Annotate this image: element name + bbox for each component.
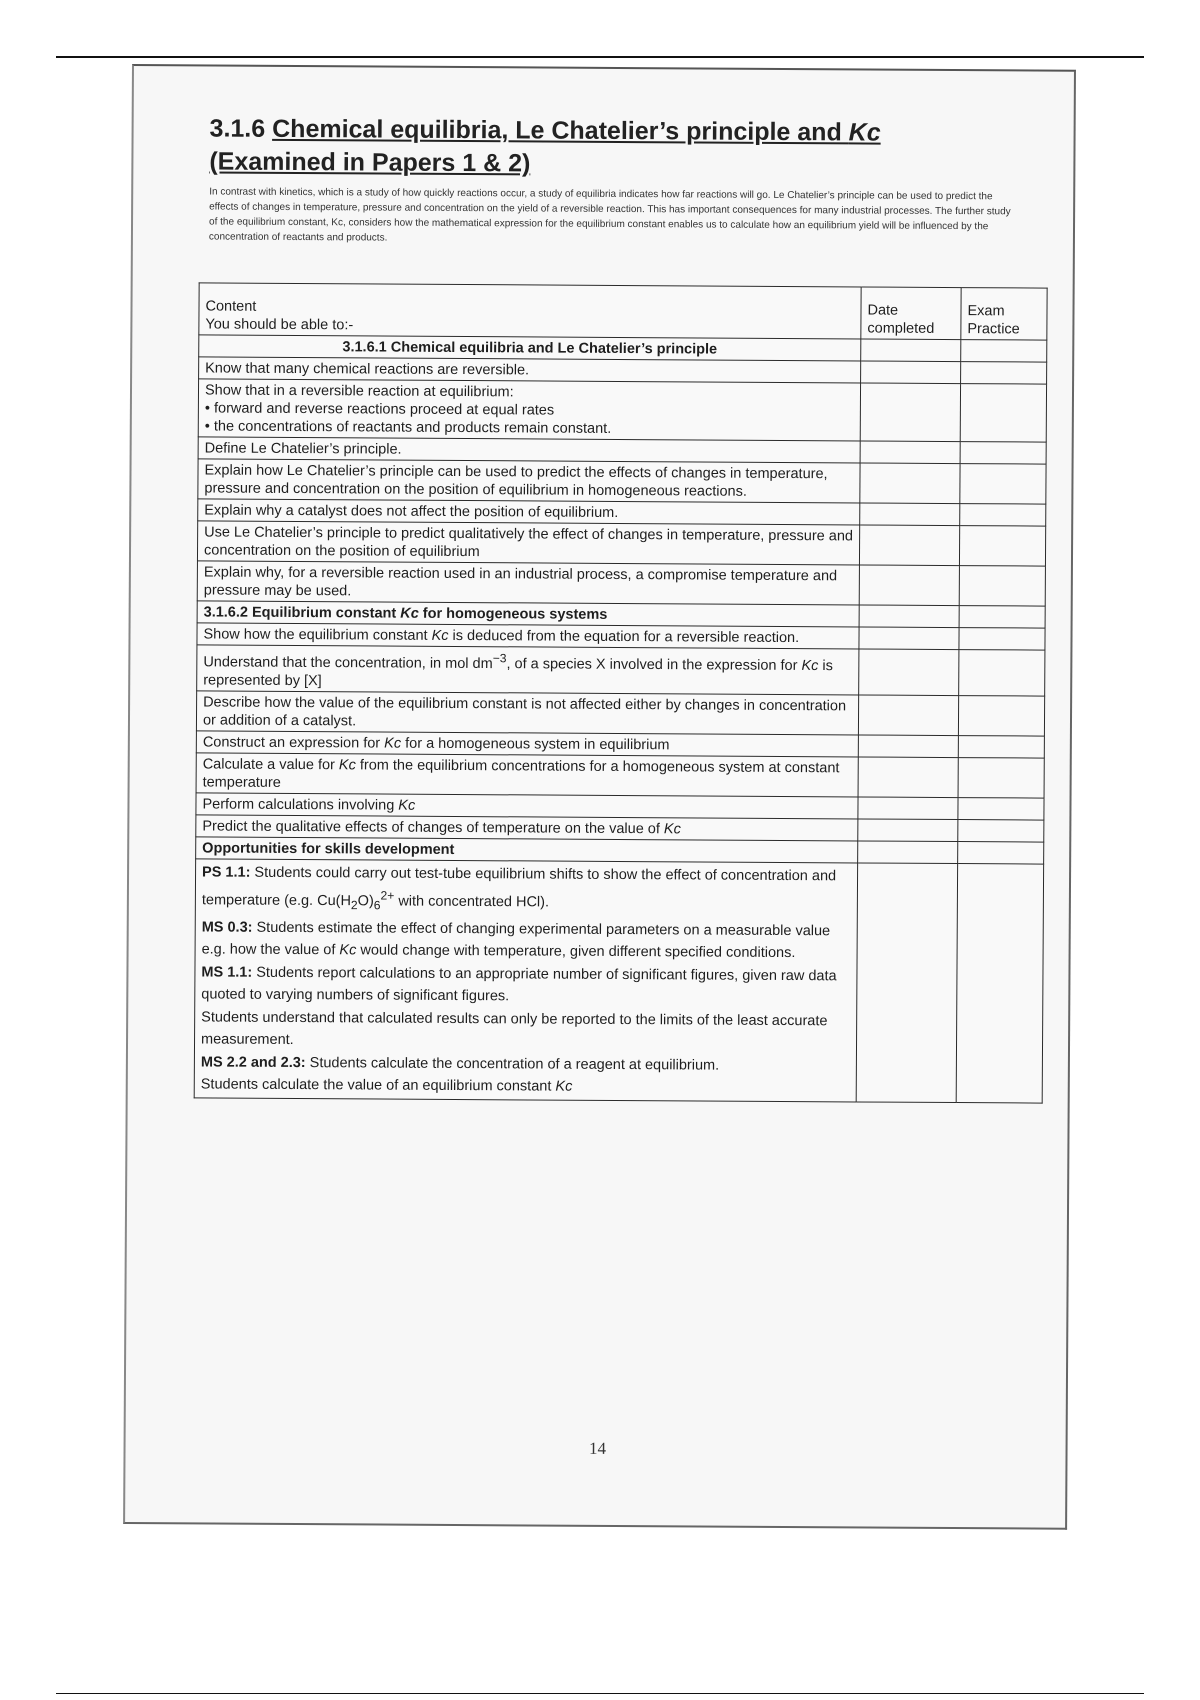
objective-post: for a homogeneous system in equilibrium [401,735,670,754]
skill-ms11 [201,961,850,1010]
objective-pre: Predict the qualitative effects of changes of temperature on the value of [202,818,664,838]
date-cell[interactable] [859,565,959,606]
superscript: −3 [492,651,507,666]
date-cell[interactable] [859,649,959,695]
date-cell[interactable] [861,361,961,384]
objective-text: Explain why a catalyst does not affect the position of equilibrium. [198,499,860,525]
skill-text: Students could carry out test-tube equilibrium shifts to show the effect of concentration and temperature (e.g. Cu(H [201,864,837,910]
exam-cell[interactable] [958,819,1044,842]
skill-text: with concentrated HCl). [394,893,550,911]
objective-bullet: • forward and reverse reactions proceed at equal rates [204,400,555,419]
header-content-cell [199,283,861,339]
objective-mid: , of a species X involved in the expression for [506,656,802,674]
date-cell[interactable] [860,503,960,526]
objective-text [197,645,859,695]
title-kc: Kc [848,118,881,147]
table-row [198,459,1046,504]
objective-post: is represented by [X] [203,658,833,689]
skill-text: Students calculate the value of an equilibrium constant [200,1076,556,1095]
skills-row [194,859,1043,1103]
skill-label: MS 2.2 and 2.3: [200,1053,306,1071]
table-row [196,691,1044,736]
objective-pre: Perform calculations involving [202,796,399,814]
exam-cell[interactable] [961,362,1047,385]
exam-cell[interactable] [958,757,1044,798]
kc-symbol: Kc [338,757,356,774]
table-row [198,379,1046,442]
exam-cell[interactable] [958,797,1044,820]
section-kc-symbol: Kc [400,605,419,622]
date-cell[interactable] [858,757,958,798]
objective-post: is deduced from the equation for a reversible reaction. [448,627,800,647]
date-cell[interactable] [860,383,960,442]
exam-cell[interactable] [958,735,1044,758]
skill-text: Students understand that calculated results can only be reported to the limits of the least accurate measurement. [200,1008,828,1049]
header-exam-cell [961,288,1047,341]
intro-paragraph: In contrast with kinetics, which is a study of how quickly reactions occur, a study of equilibria indicates how far reactions will go. Le Chatelier’s principle can be used to predict the effects of changes in temperature, pressure and concentration on the yield of a reversible reaction. This has important consequences for many industrial processes. The further study of the equilibrium constant, Kc, considers how the mathematical expression for the equilibrium constant enables us to calculate how an equilibrium yield will be influenced by the concentration of reactants and products. [208,186,1011,244]
exam-cell[interactable] [959,628,1045,651]
scanned-page [123,64,1076,1530]
subscript: 2 [350,898,358,913]
kc-symbol: Kc [384,735,402,752]
exam-cell[interactable] [959,566,1045,607]
spec-checklist-table [194,282,1048,1103]
title-line2: (Examined in Papers 1 & 2) [209,147,531,178]
objective-text: Use Le Chatelier’s principle to predict qualitatively the effect of changes in temperature, pressure and concentration on the position of equilibrium [197,521,859,565]
date-cell[interactable] [858,735,958,758]
date-cell[interactable] [858,797,958,820]
exam-cell[interactable] [958,841,1044,864]
objective-pre: Calculate a value for [202,756,339,774]
skill-label: PS 1.1: [202,864,251,881]
date-cell[interactable] [860,441,960,464]
skill-text: O) [357,893,374,910]
date-cell[interactable] [860,463,960,504]
date-cell[interactable] [856,863,957,1102]
table-row [197,645,1045,696]
date-cell[interactable] [858,695,958,736]
exam-cell[interactable] [960,504,1046,527]
exam-cell[interactable] [958,695,1044,736]
exam-cell[interactable] [960,464,1046,505]
skills-text [194,859,857,1102]
objective-text [196,753,858,797]
skill-ms22-line2 [201,1073,850,1099]
header-content: Content [205,298,257,315]
skill-label: MS 1.1: [201,963,253,981]
exam-cell[interactable] [960,384,1046,443]
objective-line: Show that in a reversible reaction at equilibrium: [204,382,514,401]
top-rule [56,56,1144,58]
superscript: 2+ [380,888,395,903]
title-line1-text: Chemical equilibria, Le Chatelier’s principle and [272,114,849,147]
kc-symbol: Kc [555,1078,573,1095]
header-able: You should be able to:- [205,316,354,334]
section-kc-pre: 3.1.6.2 Equilibrium constant [203,604,401,622]
kc-symbol: Kc [398,797,416,814]
subscript: 6 [373,898,381,913]
date-cell[interactable] [858,819,958,842]
objective-text: Explain how Le Chatelier’s principle can be used to predict the effects of changes in temperature, pressure and concentration on the position of equilibrium in homogeneous reactions. [198,459,860,503]
objective-pre: Construct an expression for [202,734,385,752]
header-date: Date [867,302,899,319]
exam-cell[interactable] [956,863,1043,1102]
skill-text: Students report calculations to an appropriate number of significant figures, given raw data quoted to varying numbers of significant figures. [201,964,837,1005]
objective-text [198,379,860,441]
kc-symbol: Kc [431,627,449,644]
section-kc-post: for homogeneous systems [418,605,608,623]
objective-text: Describe how the value of the equilibrium constant is not affected either by changes in concentration or addition of a catalyst. [196,691,858,735]
kc-symbol: Kc [339,942,357,959]
skill-label: MS 0.3: [201,918,253,936]
header-date-cell [861,287,961,340]
section-heading-skills: Opportunities for skills development [196,837,858,863]
kc-symbol: Kc [663,821,681,838]
title-number: 3.1.6 [209,114,273,143]
table-row [196,753,1044,798]
skill-ms03 [202,916,851,965]
date-cell[interactable] [861,339,961,362]
objective-bullet: • the concentrations of reactants and products remain constant. [204,418,612,437]
header-completed: completed [867,320,935,337]
exam-cell[interactable] [959,650,1045,696]
exam-cell[interactable] [959,606,1045,629]
kc-symbol: Kc [801,657,819,675]
skill-text: Students estimate the effect of changing experimental parameters on a measurable value e.g. how the value of [201,919,831,959]
page-title [209,112,1029,183]
bottom-rule [56,1693,1144,1694]
table-row [197,561,1045,606]
objective-pre: Show how the equilibrium constant [203,626,432,644]
page-number: 14 [588,1438,607,1458]
objective-text: Know that many chemical reactions are reversible. [199,357,861,383]
date-cell[interactable] [859,627,959,650]
table-header-row [199,283,1047,340]
exam-cell[interactable] [959,526,1045,567]
exam-cell[interactable] [960,442,1046,465]
header-practice: Practice [967,321,1020,338]
objective-post: from the equilibrium concentrations for a homogeneous system at constant temperature [202,757,840,791]
skill-ps11 [202,861,851,920]
exam-cell[interactable] [961,340,1047,363]
objective-pre: Understand that the concentration, in mol dm [203,654,493,673]
date-cell[interactable] [859,525,959,566]
title-line1 [272,115,881,147]
section-heading-equilibria: 3.1.6.1 Chemical equilibria and Le Chatelier’s principle [199,335,861,361]
table-row [197,521,1045,566]
objective-text: Define Le Chatelier’s principle. [198,437,860,463]
header-exam: Exam [967,303,1005,320]
skill-text: Students calculate the concentration of a reagent at equilibrium. [305,1054,720,1074]
date-cell[interactable] [858,841,958,864]
skill-text: would change with temperature, given different specified conditions. [356,942,796,962]
objective-text: Explain why, for a reversible reaction used in an industrial process, a compromise temperature and pressure may be used. [197,561,859,605]
date-cell[interactable] [859,605,959,628]
